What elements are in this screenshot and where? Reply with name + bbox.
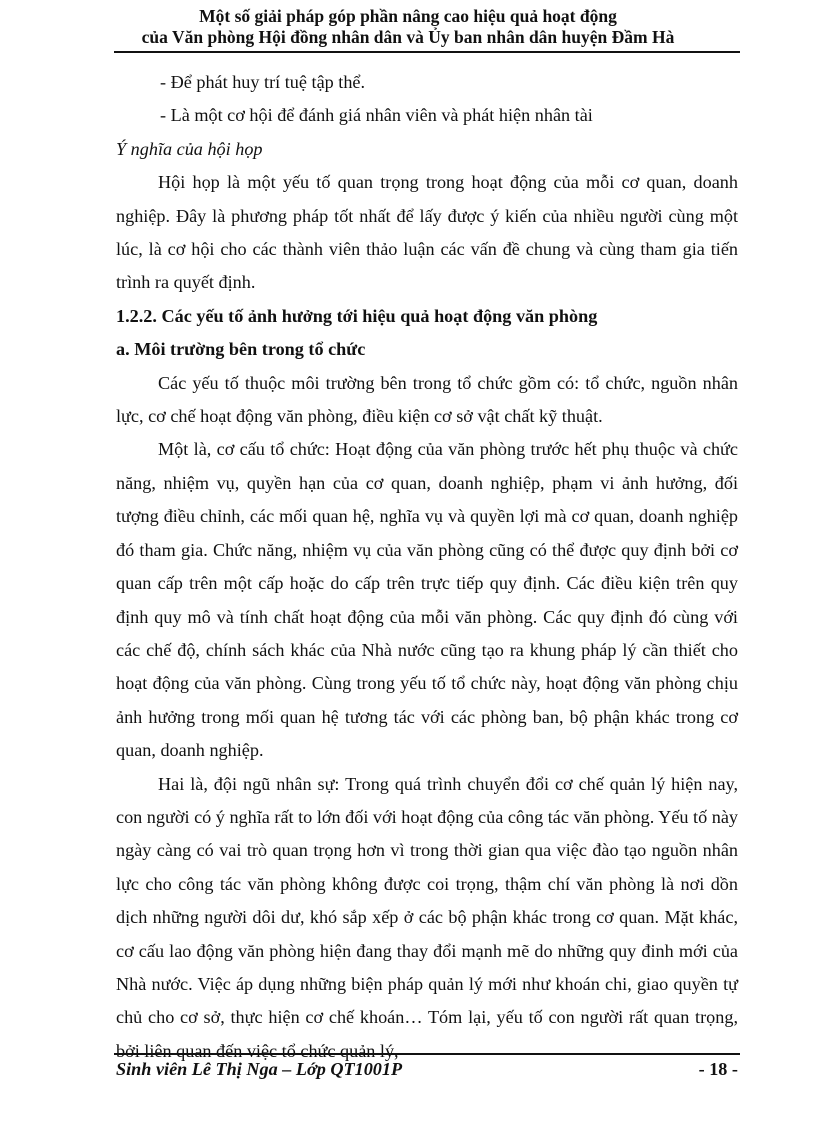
footer-divider: [114, 1053, 740, 1055]
page-header: [0, 6, 816, 48]
subsection-heading: a. Môi trường bên trong tổ chức: [116, 339, 366, 360]
paragraph: Một là, cơ cấu tổ chức: Hoạt động của văn phòng trước hết phụ thuộc và chức năng, nhiệm vụ, quyền hạn của cơ quan, doanh nghiệp, phạm vi ảnh hưởng, đối tượng điều chỉnh, các mối quan hệ, nghĩa vụ và quyền lợi mà cơ quan, doanh nghiệp đó tham gia. Chức năng, nhiệm vụ của văn phòng cũng có thể được quy định bởi cơ quan cấp trên một cấp hoặc do cấp trên trực tiếp quy định. Các điều kiện trên quy định quy mô và tính chất hoạt động của mỗi văn phòng. Các quy định đó cùng với các chế độ, chính sách khác của Nhà nước cũng tạo ra khung pháp lý cần thiết cho hoạt động của văn phòng. Cùng trong yếu tố tổ chức này, hoạt động văn phòng chịu ảnh hưởng trong mối quan hệ tương tác với các phòng ban, bộ phận khác trong cơ quan, doanh nghiệp.: [116, 439, 738, 761]
paragraph: Hai là, đội ngũ nhân sự: Trong quá trình chuyển đổi cơ chế quản lý hiện nay, con người có ý nghĩa rất to lớn đối với hoạt động của công tác văn phòng. Yếu tố này ngày càng có vai trò quan trọng hơn vì trong thời gian qua việc đào tạo nguồn nhân lực cho công tác văn phòng không được coi trọng, thậm chí văn phòng là nơi dồn dịch những người dôi dư, khó sắp xếp ở các bộ phận khác trong cơ quan. Mặt khác, cơ cấu lao động văn phòng hiện đang thay đổi mạnh mẽ do những quy đinh mới của Nhà nước. Việc áp dụng những biện pháp quản lý mới như khoán chi, giao quyền tự chủ cho cơ sở, thực hiện cơ chế khoán… Tóm lại, yếu tố con người rất quan trọng, bởi liên quan đến việc tổ chức quản lý,: [116, 773, 738, 1061]
bullet-item: - Để phát huy trí tuệ tập thể.: [160, 72, 366, 92]
footer-student-info: Sinh viên Lê Thị Nga – Lớp QT1001P: [116, 1059, 403, 1079]
paragraph: Hội họp là một yếu tố quan trọng trong hoạt động của mỗi cơ quan, doanh nghiệp. Đây là phương pháp tốt nhất để lấy được ý kiến của nhiều người cùng một lúc, là cơ hội cho các thành viên thảo luận các vấn đề chung và cùng tham gia tiến trình ra quyết định.: [116, 172, 738, 293]
page-number: - 18 -: [698, 1059, 738, 1079]
section-heading: 1.2.2. Các yếu tố ảnh hưởng tới hiệu quả hoạt động văn phòng: [116, 305, 598, 326]
header-title-line-2: của Văn phòng Hội đồng nhân dân và Ủy ban nhân dân huyện Đầm Hà: [141, 27, 675, 47]
subheading-meeting-meaning: Ý nghĩa của hội họp: [116, 138, 263, 159]
document-body: [116, 66, 738, 1068]
bullet-item: - Là một cơ hội để đánh giá nhân viên và phát hiện nhân tài: [160, 105, 593, 126]
header-divider: [114, 51, 740, 53]
header-title-line-1: Một số giải pháp góp phần nâng cao hiệu quả hoạt động: [199, 6, 617, 26]
paragraph: Các yếu tố thuộc môi trường bên trong tổ chức gồm có: tổ chức, nguồn nhân lực, cơ chế hoạt động văn phòng, điều kiện cơ sở vật chất kỹ thuật.: [116, 372, 738, 427]
